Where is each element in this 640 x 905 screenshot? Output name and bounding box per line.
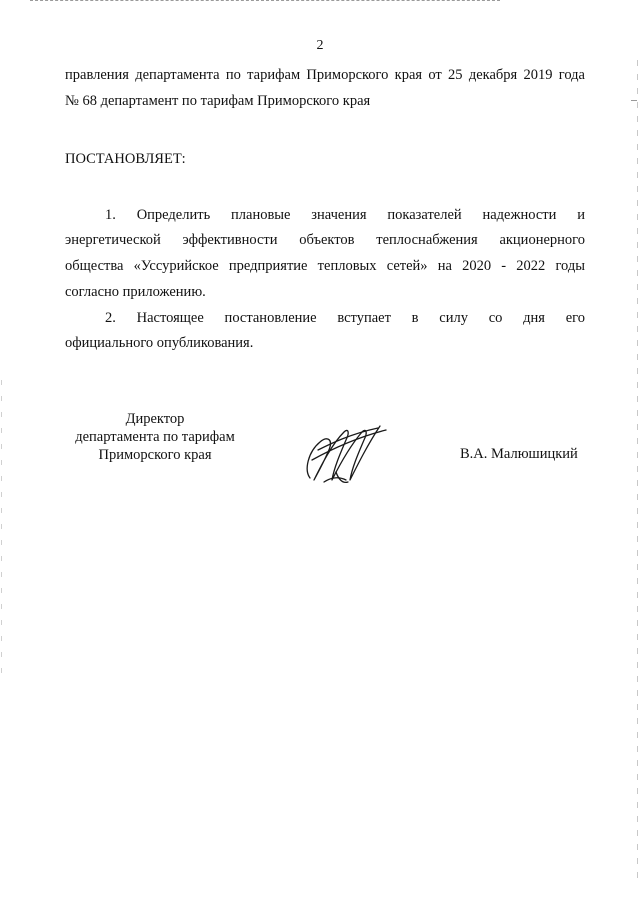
signatory-title-line-1: Директор (125, 411, 185, 427)
preamble-line-2: № 68 департамент по тарифам Приморского края (65, 93, 371, 109)
signatory-title-line-2: департамента по тарифам (75, 429, 235, 445)
item-2-line-2: официального опубликования. (65, 335, 254, 351)
item-1-line-3: общества «Уссурийское предприятие тепловых сетей» на 2020 - 2022 годы (65, 258, 585, 274)
handwritten-signature-icon (300, 420, 390, 490)
scan-edge-right (637, 60, 638, 880)
signatory-title (60, 410, 250, 464)
signatory-title-line-3: Приморского края (98, 447, 212, 463)
signer-name: В.А. Малюшицкий (460, 446, 578, 462)
item-1-line-4: согласно приложению. (65, 284, 206, 300)
scan-edge-top (30, 0, 500, 3)
item-1-line-2: энергетической эффективности объектов теплоснабжения акционерного (65, 232, 585, 248)
resolves-heading: ПОСТАНОВЛЯЕТ: (65, 151, 186, 167)
page-number: 2 (316, 38, 324, 53)
item-2-line-1: 2. Настоящее постановление вступает в силу со дня его (105, 310, 585, 326)
item-1-line-1: 1. Определить плановые значения показателей надежности и (105, 207, 585, 223)
scan-edge-left (1, 380, 2, 680)
scan-mark (631, 100, 637, 101)
preamble-line-1: правления департамента по тарифам Приморского края от 25 декабря 2019 года (65, 67, 585, 83)
